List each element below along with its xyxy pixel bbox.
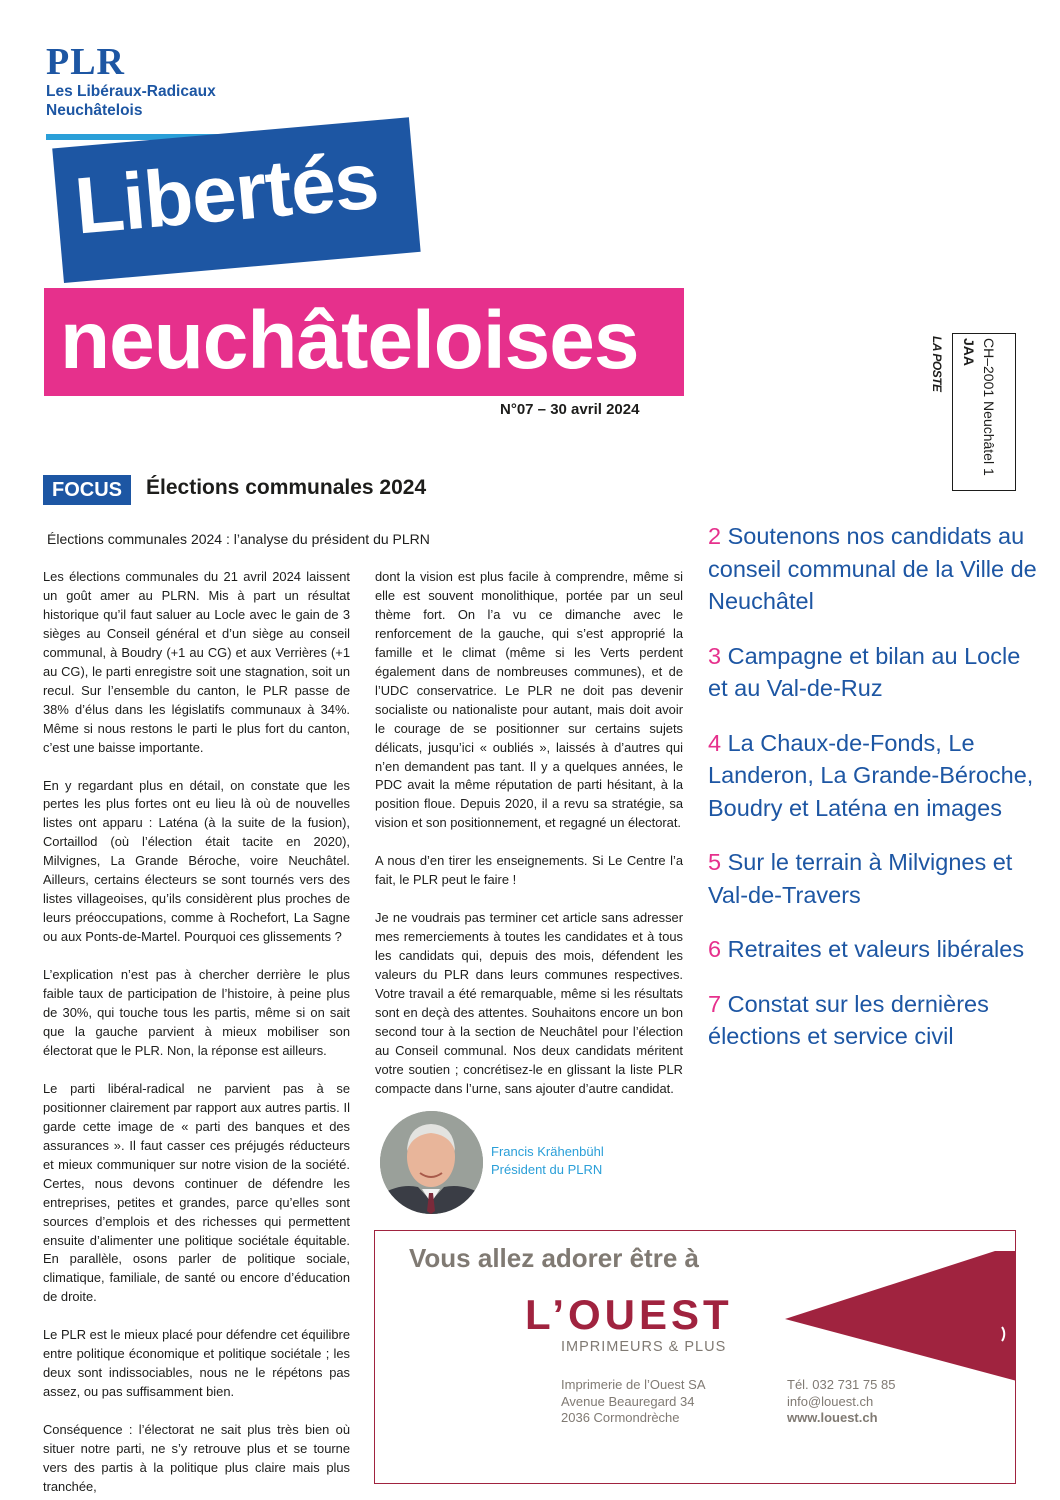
ad-headline: Vous allez adorer être à — [409, 1243, 699, 1273]
author-caption — [491, 1143, 604, 1179]
table-of-contents — [708, 520, 1038, 1075]
logo-line-2: Neuchâtelois — [46, 102, 143, 119]
toc-page-number: 6 — [708, 936, 722, 962]
toc-title: Campagne et bilan au Locle et au Val-de-Ruz — [708, 642, 1021, 701]
plr-logo — [46, 42, 258, 140]
paragraph: En y regardant plus en détail, on constate que les pertes les plus fortes ont eu lieu là où de nouvelles listes ont apparu : Laténa (à la suite de la fusion), Cortaillod (où l’élection était tacite en 2020), Milvignes, La Grande Béroche, voire Neuchâtel. Ailleurs, certains électeurs se sont tournés vers des listes villageoises, qu’ils considèrent plus proches de leurs préoccupations, comme à Rochefort, La Sagne ou aux Ponts-de-Martel. Pourquoi ces glissements ? — [43, 777, 350, 945]
toc-item — [708, 727, 1038, 825]
toc-page-number: 7 — [708, 990, 722, 1017]
toc-item — [708, 520, 1038, 618]
toc-title: Sur le terrain à Milvignes et Val-de-Travers — [708, 849, 1013, 908]
article-column-1 — [43, 568, 350, 1500]
author-photo — [380, 1111, 483, 1214]
author-name: Francis Krähenbühl — [491, 1144, 604, 1159]
ad-website[interactable]: www.louest.ch — [787, 1410, 878, 1425]
masthead-title-line-2 — [44, 288, 684, 396]
toc-title: Constat sur les dernières élections et service civil — [708, 990, 989, 1049]
article-column-2 — [375, 568, 683, 1118]
toc-item — [708, 640, 1038, 705]
masthead-word-1: Libertés — [71, 135, 382, 251]
stamp-address: CH–2001 Neuchâtel 1 — [981, 338, 997, 476]
ad-email[interactable]: info@louest.ch — [787, 1393, 874, 1409]
toc-page-number: 3 — [708, 642, 722, 669]
toc-item — [708, 988, 1038, 1053]
ad-address-line: Avenue Beauregard 34 — [561, 1393, 695, 1409]
article-subtitle: Élections communales 2024 : l’analyse du président du PLRN — [47, 531, 430, 547]
masthead-word-2: neuchâteloises — [60, 295, 639, 386]
ad-brand-logo: L’OUEST — [525, 1291, 733, 1338]
focus-title: Élections communales 2024 — [146, 476, 427, 499]
logo-acronym: PLR — [46, 41, 125, 83]
ad-contact — [787, 1377, 895, 1427]
ad-address-line: 2036 Cormondrèche — [561, 1410, 680, 1425]
toc-title: La Chaux-de-Fonds, Le Landeron, La Grande-Béroche, Boudry et Laténa en images — [708, 729, 1034, 821]
toc-page-number: 4 — [708, 729, 722, 756]
paragraph: dont la vision est plus facile à comprendre, même si elle est souvent monolithique, portée par un seul thème fort. On l’a vu ce dimanche avec le renforcement de la gauche, qui s’est approprié la famille et le climat (même si les Verts perdent également dans de nombreuses communes), et de l’UDC conservatrice. Le PLR ne doit pas devenir socialiste ou nationaliste pour autant, mais doit avoir le courage de se positionner sur certains sujets délicats, jusqu’ici « oubliés », laissés à d’autres qui n’en demandent pas tant. Il y a quelques années, le PDC avait la même réputation de parti hésitant, à la position floue. Depuis 2020, il a revu sa stratégie, sa vision et son positionnement, et regagné un électorat. — [375, 569, 683, 831]
stamp-code: JAA — [961, 338, 977, 367]
paragraph: Le parti libéral-radical ne parvient pas à se positionner clairement par rapport aux autres partis. Il garde cette image de « parti des banques et des assurances ». Il faut casser ces préjugés réducteurs et mieux communiquer sur notre vision de la société. Certes, nous devons continuer de défendre les entreprises, petites et grandes, parce qu’elles sont sources d’emplois et des richesses qui permettent ensuite d’alimenter une politique sociétale équitable. En parallèle, osons parler de politique sociale, climatique, familiale, de santé ou encore d’éducation de droite. — [43, 1080, 350, 1305]
paragraph: Les élections communales du 21 avril 2024 laissent un goût amer au PLRN. Mis à part un résultat historique qu’il faut saluer au Locle avec le gain de 3 sièges au Conseil général et d’un siège au conseil communal, à Boudry (+1 au CG) et aux Verrières (+1 au CG), le parti enregistre soit une stagnation, soit un recul. Sur l’ensemble du canton, le PLR passe de 38% d’élus dans les législatifs communaux à 34%. Même si nous restons le parti le plus fort du canton, c’est une baisse importante. — [43, 569, 350, 755]
la-poste-logo: LA POSTE — [930, 336, 944, 392]
ad-tagline: IMPRIMEURS & PLUS — [561, 1339, 727, 1355]
masthead-title-line-1 — [52, 117, 420, 283]
toc-page-number: 5 — [708, 849, 722, 875]
author-role: Président du PLRN — [491, 1162, 603, 1177]
toc-item — [708, 846, 1038, 911]
ad-address — [561, 1377, 706, 1427]
paragraph: L’explication n’est pas à chercher derrière le plus faible taux de participation de l’histoire, à peine plus de 30%, qui touche tous les partis, même si on sait que la gauche parvient à mieux mobiliser son électorat que le PLR. Non, la réponse est ailleurs. — [43, 967, 350, 1058]
paragraph: A nous d’en tirer les enseignements. Si Le Centre l’a fait, le PLR peut le faire ! — [375, 853, 683, 888]
paragraph: Le PLR est le mieux placé pour défendre cet équilibre entre politique économique et politique sociétale ; les deux sont indissociables, nous ne le répétons pas assez, ou pas suffisamment bien. — [43, 1327, 350, 1400]
toc-item — [708, 933, 1038, 966]
issue-number-date: N°07 – 30 avril 2024 — [500, 401, 640, 418]
paragraph: Conséquence : l’électorat ne sait plus très bien où situer notre parti, ne s’y retrouve plus et se tourne vers des partis à la politique plus claire mais plus tranchée, — [43, 1422, 350, 1494]
ad-address-line: Imprimerie de l’Ouest SA — [561, 1377, 706, 1392]
advertisement-louest — [374, 1230, 1016, 1484]
ad-phone: Tél. 032 731 75 85 — [787, 1377, 896, 1392]
focus-badge: FOCUS — [43, 475, 131, 505]
toc-page-number: 2 — [708, 523, 722, 549]
toc-title: Soutenons nos candidats au conseil communal de la Ville de Neuchâtel — [708, 523, 1037, 614]
toc-title: Retraites et valeurs libérales — [727, 936, 1025, 962]
paragraph: Je ne voudrais pas terminer cet article sans adresser mes remerciements à toutes les candidates et à tous les candidats qui, depuis des mois, défendent les valeurs du PLR dans leurs communes respectives. Votre travail a été remarquable, même si les résultats sont en deçà des attentes. Souhaitons encore un bon second tour à la section de Neuchâtel pour l’élection au Conseil communal. Nos deux candidats méritent votre soutien ; concrétisez-le en glissant la liste PLR compacte dans l’urne, sans ajouter d’autre candidat. — [375, 910, 683, 1096]
postal-stamp-text — [960, 338, 998, 488]
logo-line-1: Les Libéraux-Radicaux — [46, 83, 216, 100]
